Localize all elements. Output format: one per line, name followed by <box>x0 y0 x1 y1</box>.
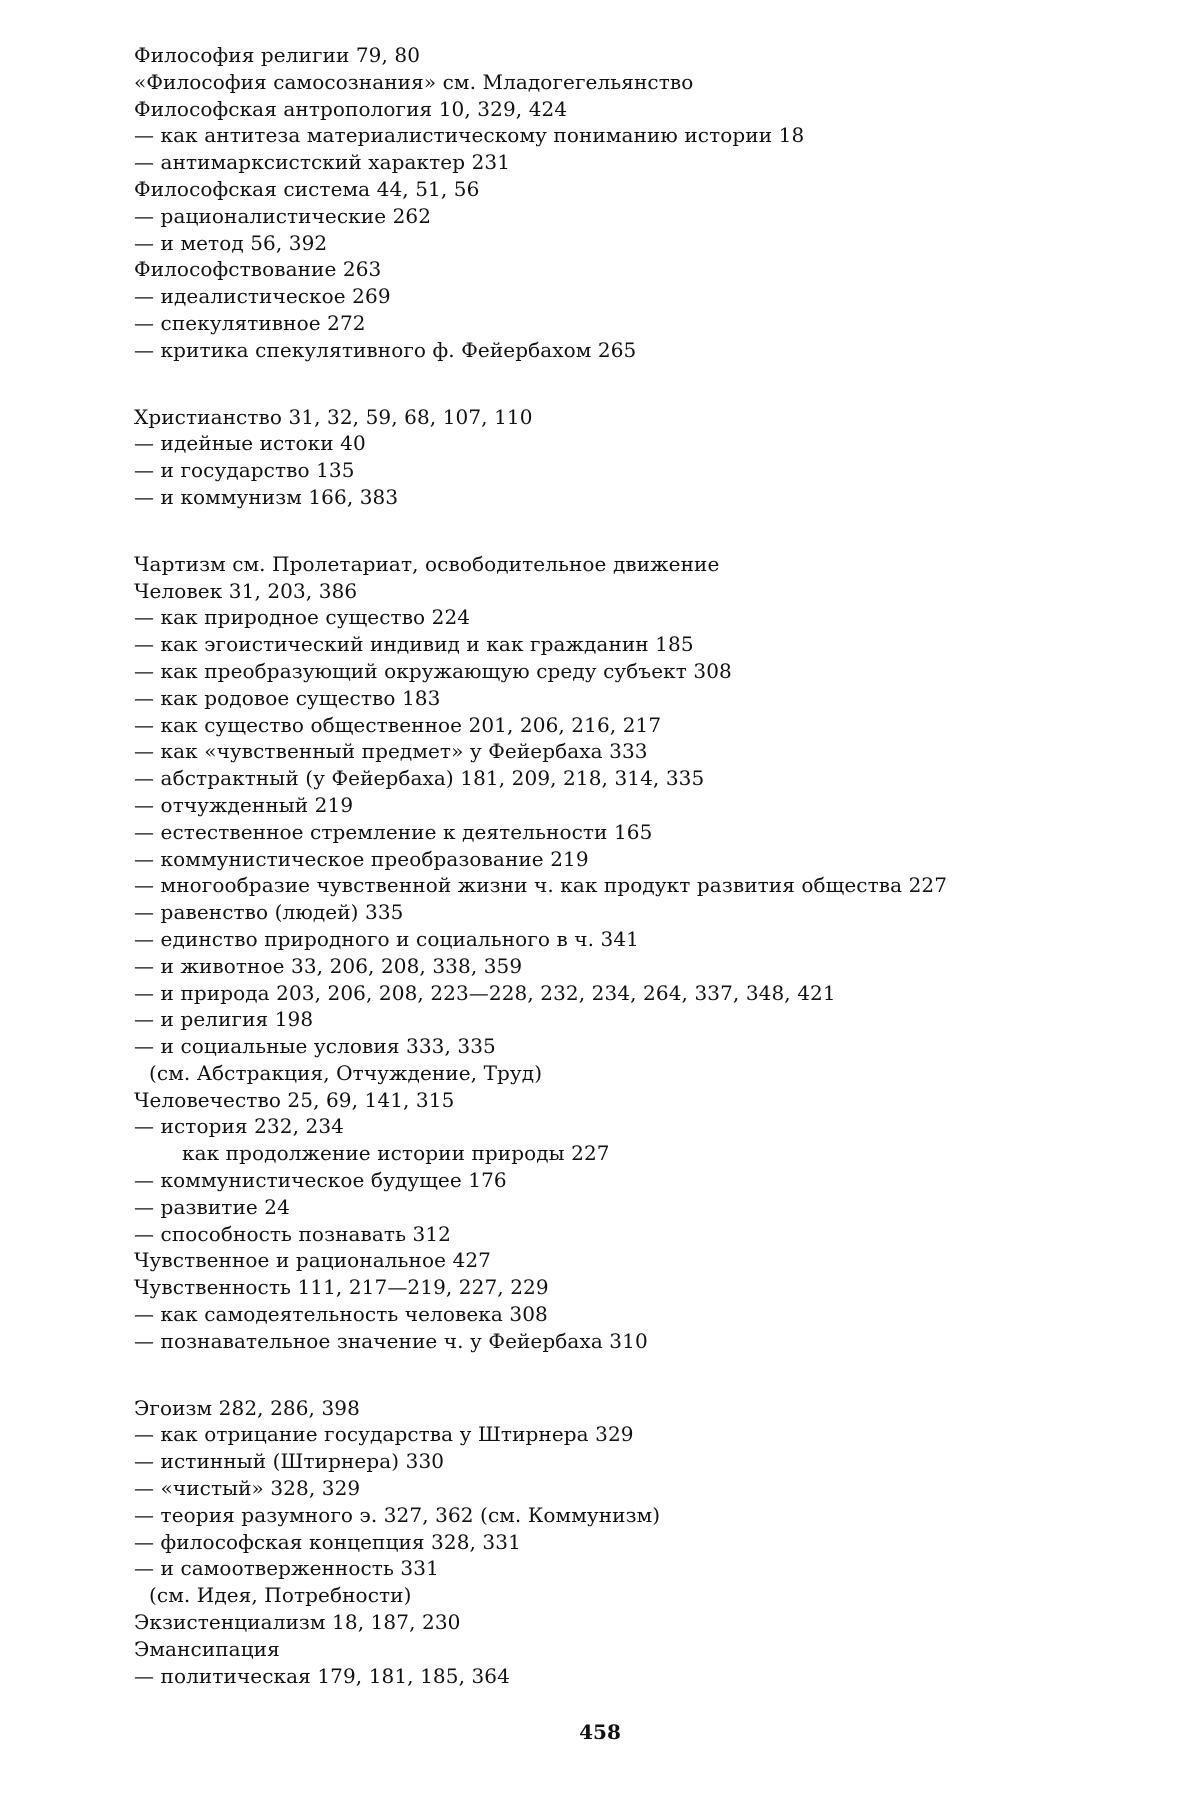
index-entry: — как преобразующий окружающую среду субъект 308 <box>134 658 732 683</box>
index-entry: (см. Абстракция, Отчуждение, Труд) <box>149 1060 543 1085</box>
index-entry: — многообразие чувственной жизни ч. как продукт развития общества 227 <box>134 873 948 898</box>
index-entry: — и природа 203, 206, 208, 223—228, 232, 234, 264, 337, 348, 421 <box>134 980 836 1005</box>
index-entry: Человечество 25, 69, 141, 315 <box>134 1087 455 1112</box>
index-entry: — абстрактный (у Фейербаха) 181, 209, 218, 314, 335 <box>134 766 705 791</box>
index-entry: — истинный (Штирнера) 330 <box>134 1449 445 1474</box>
index-entry: — познавательное значение ч. у Фейербаха 310 <box>134 1328 648 1353</box>
index-entry: Эмансипация <box>134 1636 280 1661</box>
index-entry: — коммунистическое преобразование 219 <box>134 846 589 871</box>
index-entry: — и религия 198 <box>134 1007 314 1032</box>
index-entry: — и животное 33, 206, 208, 338, 359 <box>134 953 523 978</box>
index-entry: Эгоизм 282, 286, 398 <box>134 1395 360 1420</box>
index-entry: Философствование 263 <box>134 257 382 282</box>
index-entry: — история 232, 234 <box>134 1114 344 1139</box>
index-section <box>134 42 1134 364</box>
index-entry: — идейные истоки 40 <box>134 431 366 456</box>
index-entry: — и государство 135 <box>134 458 355 483</box>
index-entry: Чартизм см. Пролетариат, освободительное движение <box>134 551 720 576</box>
index-entry: — и социальные условия 333, 335 <box>134 1034 496 1059</box>
index-section <box>134 1395 1134 1690</box>
index-entry: Человек 31, 203, 386 <box>134 578 358 603</box>
index-entry: — коммунистическое будущее 176 <box>134 1168 507 1193</box>
index-section <box>134 404 1134 511</box>
index-entry: (см. Идея, Потребности) <box>149 1583 412 1608</box>
index-entry: — как эгоистический индивид и как гражданин 185 <box>134 632 694 657</box>
index-entry: Христианство 31, 32, 59, 68, 107, 110 <box>134 404 533 429</box>
index-entry: — и самоотверженность 331 <box>134 1556 439 1581</box>
index-entry: — как отрицание государства у Штирнера 329 <box>134 1422 634 1447</box>
index-section <box>134 551 1134 1355</box>
index-entry: — как существо общественное 201, 206, 216, 217 <box>134 712 662 737</box>
index-entry: Чувственность 111, 217—219, 227, 229 <box>134 1275 549 1300</box>
page-number: 458 <box>579 1720 621 1744</box>
index-entry: — идеалистическое 269 <box>134 284 391 309</box>
index-entry: Философская система 44, 51, 56 <box>134 176 480 201</box>
index-entry: — критика спекулятивного ф. Фейербахом 265 <box>134 337 637 362</box>
index-entry: — как «чувственный предмет» у Фейербаха 333 <box>134 739 648 764</box>
index-entry: «Философия самосознания» см. Младогегельянство <box>134 69 694 94</box>
index-entry: — антимарксистский характер 231 <box>134 150 511 175</box>
index-entry: — как самодеятельность человека 308 <box>134 1302 548 1327</box>
index-entry: — рационалистические 262 <box>134 203 432 228</box>
index-entry: Философия религии 79, 80 <box>134 43 421 67</box>
index-entry: — естественное стремление к деятельности 165 <box>134 819 653 844</box>
index-entry: — теория разумного э. 327, 362 (см. Коммунизм) <box>134 1502 661 1527</box>
index-entry: — равенство (людей) 335 <box>134 900 404 925</box>
index-entry: Экзистенциализм 18, 187, 230 <box>134 1610 461 1635</box>
index-entry: Философская антропология 10, 329, 424 <box>134 96 568 121</box>
index-entry: — способность познавать 312 <box>134 1221 451 1246</box>
index-entry: — «чистый» 328, 329 <box>134 1476 361 1501</box>
index-entry: — философская концепция 328, 331 <box>134 1529 521 1554</box>
index-entry: Чувственное и рациональное 427 <box>134 1248 491 1273</box>
index-entry: — спекулятивное 272 <box>134 310 366 335</box>
index-entry: — как природное существо 224 <box>134 605 471 630</box>
index-entry: — развитие 24 <box>134 1194 290 1219</box>
index-entry: — и коммунизм 166, 383 <box>134 484 399 509</box>
index-entry: — как антитеза материалистическому пониманию истории 18 <box>134 123 805 148</box>
index-entry: — как родовое существо 183 <box>134 685 441 710</box>
index-entry: — отчужденный 219 <box>134 792 354 817</box>
index-entry: — политическая 179, 181, 185, 364 <box>134 1663 510 1688</box>
index-entry: как продолжение истории природы 227 <box>182 1141 610 1166</box>
subject-index <box>134 42 1134 1729</box>
index-entry: — единство природного и социального в ч. 341 <box>134 926 639 951</box>
index-entry: — и метод 56, 392 <box>134 230 328 255</box>
